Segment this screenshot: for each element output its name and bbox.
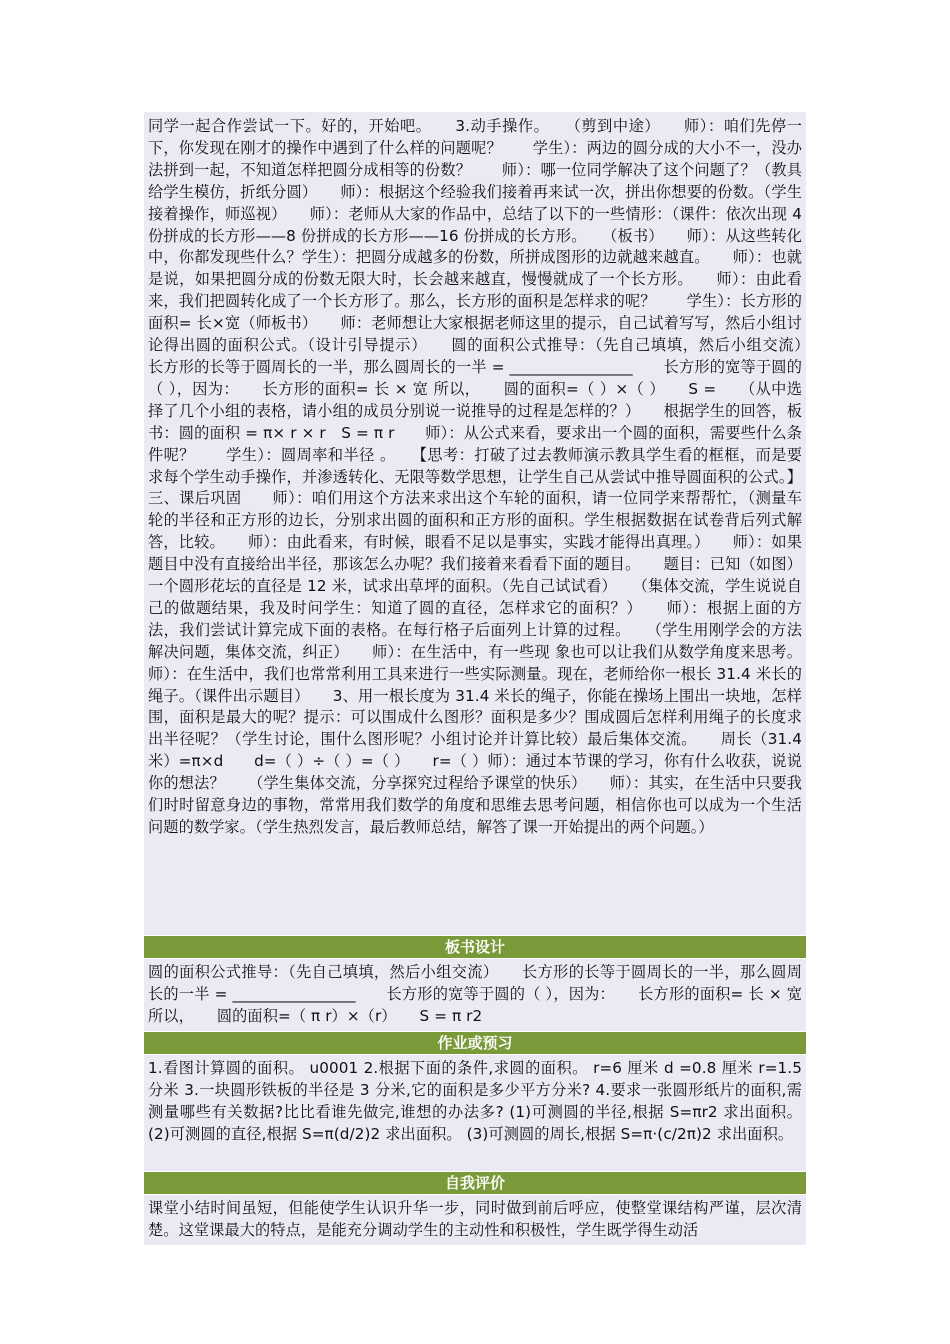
lesson-process-text: 同学一起合作尝试一下。好的，开始吧。 3.动手操作。 （剪到中途） 师）：咱们先停一下，你发现在刚才的操作中遇到了什么样的问题呢？ 学生）：两边的圆分成的大小不一，没办法拼到一起，不知道怎样把圆分成相等的份数？ 师）：哪一位同学解决了这个问题了？（教具给学生模仿，折纸分圆） 师）：根据这个经验我们接着再来试一次，拼出你想要的份数。（学生接着操作，师巡视） 师）：老师从大家的作品中，总结了以下的一些情形：（课件：依次出现 4 份拼成的长方形——8 份拼成的长方形——16 份拼成的长方形。 （板书） 师）：从这些转化中，你都发现些什么？学生）：把圆分成越多的份数，所拼成图形的边就越来越直。 师）：也就是说，如果把圆分成的份数无限大时，长会越来越直，慢慢就成了一个长方形。 师）：由此看来，我们把圆转化成了一个长方形了。那么，长方形的面积是怎样求的呢？ 学生）：长方形的面积= 长×宽（师板书） 师：老师想让大家根据老师这里的提示，自己试着写写，然后小组讨论得出圆的面积公式。（设计引导提示） 圆的面积公式推导：（先自己填填，然后小组交流） 长方形的长等于圆周长的一半，那么圆周长的一半 = ________________ 长方形的宽等于圆的（ ），因为： 长方形的面积= 长 × 宽 所以， 圆的面积=（ ）×（ ） S = （从中选择了几个小组的表格，请小组的成员分别说一说推导的过程是怎样的？） 根据学生的回答，板书：圆的面积 = π× r × r S = π r 师）：从公式来看，要求出一个圆的面积，需要些什么条件呢？ 学生）：圆周率和半径 。 【思考：打破了过去教师演示教具学生看的框框，而是要求每个学生动手操作，并渗透转化、无限等数学思想，让学生自己从尝试中推导圆面积的公式。】三、课后巩固 师）：咱们用这个方法来求出这个车轮的面积，请一位同学来帮帮忙，（测量车轮的半径和正方形的边长，分别求出圆的面积和正方形的面积。学生根据数据在试卷背后列式解答，比较。 师）：由此看来，有时候，眼看不足以是事实，实践才能得出真理。） 师）：如果题目中没有直接给出半径，那该怎么办呢？我们接着来看看下面的题目。 题目：已知（如图）一个圆形花坛的直径是 12 米，试求出草坪的面积。（先自己试试看） （集体交流，学生说说自己的做题结果，我及时问学生：知道了圆的直径，怎样求它的面积？） 师）：根据上面的方法，我们尝试计算完成下面的表格。在每行格子后面列上计算的过程。 （学生用刚学会的方法解决问题，集体交流，纠正） 师）：在生活中，有一些现 象也可以让我们从数学角度来思考。师）：在生活中，我们也常常利用工具来进行一些实际测量。现在，老师给你一根长 31.4 米长的绳子。（课件出示题目） 3、用一根长度为 31.4 米长的绳子，你能在操场上围出一块地，怎样围，面积是最大的呢？提示：可以围成什么图形？面积是多少？围成圆后怎样利用绳子的长度求出半径呢？（学生讨论，围什么图形呢？小组讨论并计算比较）最后集体交流。 周长（31.4 米）=π×d d=（ ）÷（ ）=（ ） r=（ ）师）：通过本节课的学习，你有什么收获，说说你的想法？ （学生集体交流，分享探究过程给予课堂的快乐） 师）：其实，在生活中只要我们时时留意身边的事物，常常用我们数学的角度和思维去思考问题，相信你也可以成为一个生活问题的数学家。（学生热烈发言，最后教师总结，解答了课一开始提出的两个问题。） <box>148 117 833 836</box>
self-evaluation-section <box>144 1195 806 1245</box>
document-page <box>144 112 833 1245</box>
self-evaluation-text: 课堂小结时间虽短，但能使学生认识升华一步，同时做到前后呼应，使整堂课结构严谨，层次清楚。这堂课最大的特点，是能充分调动学生的主动性和积极性，学生既学得生动活 <box>148 1199 802 1239</box>
board-design-header: 板书设计 <box>144 935 806 959</box>
homework-text: 1.看图计算圆的面积。 u0001 2.根据下面的条件,求圆的面积。 r=6 厘米 d =0.8 厘米 r=1.5 分米 3.一块圆形铁板的半径是 3 分米,它的面积是多少平方分米? 4.要求一张圆形纸片的面积,需测量哪些有关数据?比比看谁先做完,谁想的办法多? (1)可测圆的半径,根据 S=πr2 求出面积。 (2)可测圆的直径,根据 S=π(d/2)2 求出面积。 (3)可测圆的周长,根据 S=π·(c/2π)2 求出面积。 <box>148 1059 802 1143</box>
homework-header: 作业或预习 <box>144 1031 806 1055</box>
homework-section <box>144 1055 806 1171</box>
board-design-text: 圆的面积公式推导：（先自己填填，然后小组交流） 长方形的长等于圆周长的一半，那么圆周长的一半 = ________________ 长方形的宽等于圆的（ ），因为： 长方形的面积= 长 × 宽 所以， 圆的面积=（ π r）×（r） S = π r2 <box>148 963 802 1025</box>
board-design-section <box>144 959 806 1031</box>
self-evaluation-header: 自我评价 <box>144 1171 806 1195</box>
lesson-process-section <box>144 112 833 935</box>
